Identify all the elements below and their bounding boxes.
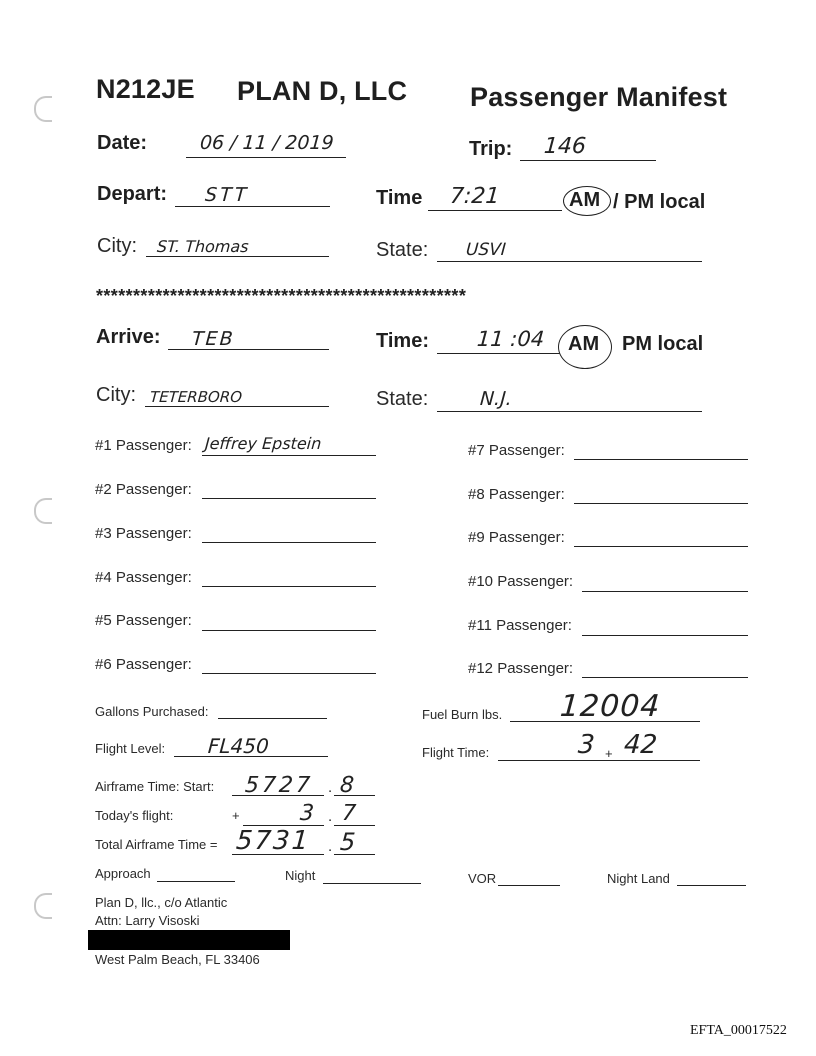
gallons-purchased-label: Gallons Purchased: [95, 704, 209, 719]
approach-underline [157, 881, 235, 882]
flight-level-label: Flight Level: [95, 741, 166, 756]
flight-time-minutes: 42 [622, 730, 659, 760]
arrive-city-underline [145, 406, 329, 407]
arrive-time-label: Time: [376, 330, 429, 352]
passenger-9-underline [574, 546, 748, 547]
redaction-bar [88, 930, 290, 950]
flight-time-label: Flight Time: [422, 745, 490, 760]
passenger-4-label: #4 Passenger: [95, 569, 192, 586]
airframe-start-dot: . [328, 779, 333, 796]
trip-label: Trip: [469, 138, 513, 160]
arrive-city-value: TETERBORO [149, 388, 243, 406]
address-line-1: Plan D, llc., c/o Atlantic [95, 895, 228, 910]
total-airframe-dot: . [328, 838, 333, 855]
depart-time-value: 7:21 [449, 184, 501, 209]
todays-flight-whole: 3 [299, 801, 315, 826]
passenger-6-underline [202, 673, 376, 674]
date-label: Date: [97, 132, 148, 154]
passenger-2-label: #2 Passenger: [95, 481, 192, 498]
form-title: Passenger Manifest [470, 82, 728, 112]
arrive-label: Arrive: [96, 326, 161, 348]
passenger-1-underline [202, 455, 376, 456]
todays-flight-dot: . [328, 808, 333, 825]
airframe-start-tenths: 8 [339, 773, 355, 798]
company-name: PLAN D, LLC [237, 76, 408, 106]
passenger-12-label: #12 Passenger: [468, 660, 574, 677]
passenger-1-value: Jeffrey Epstein [204, 434, 323, 453]
vor-label: VOR [468, 871, 497, 886]
passenger-3-underline [202, 542, 376, 543]
address-line-2: Attn: Larry Visoski [95, 913, 200, 928]
gallons-purchased-underline [218, 718, 327, 719]
asterisk-separator: ************************************************** [96, 286, 467, 306]
flight-time-hours: 3 [576, 730, 596, 760]
passenger-7-label: #7 Passenger: [468, 442, 565, 459]
total-airframe-label: Total Airframe Time = [95, 837, 218, 852]
passenger-10-underline [582, 591, 748, 592]
depart-state-label: State: [376, 239, 429, 261]
todays-flight-label: Today's flight: [95, 808, 174, 823]
approach-label: Approach [95, 866, 151, 881]
night-land-label: Night Land [607, 871, 670, 886]
passenger-8-underline [574, 503, 748, 504]
binder-hole-bottom [34, 893, 52, 919]
binder-hole-top [34, 96, 52, 122]
night-label: Night [285, 868, 316, 883]
arrive-ampm-suffix: PM local [622, 333, 704, 355]
airframe-start-label: Airframe Time: Start: [95, 779, 215, 794]
depart-ampm-suffix: / PM local [613, 191, 706, 213]
flight-level-value: FL450 [207, 734, 270, 758]
fuel-burn-label: Fuel Burn lbs. [422, 707, 503, 722]
depart-state-value: USVI [465, 240, 507, 260]
depart-label: Depart: [97, 183, 168, 205]
depart-value: STT [204, 184, 251, 206]
depart-city-underline [146, 256, 329, 257]
passenger-1-label: #1 Passenger: [95, 437, 192, 454]
depart-state-underline [437, 261, 702, 262]
fuel-burn-value: 12004 [558, 689, 662, 724]
arrive-value: TEB [191, 328, 236, 350]
passenger-5-underline [202, 630, 376, 631]
flight-time-underline [498, 760, 700, 761]
trip-underline [520, 160, 656, 161]
vor-underline [498, 885, 560, 886]
passenger-10-label: #10 Passenger: [468, 573, 574, 590]
night-land-underline [677, 885, 746, 886]
depart-am: AM [569, 189, 601, 211]
arrive-city-label: City: [96, 384, 136, 406]
depart-underline [175, 206, 330, 207]
date-underline [186, 157, 346, 158]
arrive-state-label: State: [376, 388, 429, 410]
arrive-am: AM [568, 333, 600, 355]
binder-hole-middle [34, 498, 52, 524]
passenger-9-label: #9 Passenger: [468, 529, 565, 546]
arrive-state-underline [437, 411, 702, 412]
arrive-time-value: 11 :04 [476, 327, 546, 351]
passenger-7-underline [574, 459, 748, 460]
airframe-start-whole: 5727 [244, 773, 314, 798]
passenger-3-label: #3 Passenger: [95, 525, 192, 542]
depart-city-label: City: [97, 235, 137, 257]
depart-city-value: ST. Thomas [156, 237, 250, 256]
todays-flight-plus: + [232, 808, 240, 823]
bates-number: EFTA_00017522 [690, 1023, 787, 1038]
total-airframe-tenths: 5 [339, 828, 357, 856]
arrive-state-value: N.J. [479, 388, 513, 410]
tail-number: N212JE [96, 74, 195, 104]
date-value: 06 / 11 / 2019 [199, 132, 335, 154]
passenger-11-label: #11 Passenger: [468, 617, 572, 634]
passenger-12-underline [582, 677, 748, 678]
depart-time-label: Time [376, 187, 423, 209]
passenger-5-label: #5 Passenger: [95, 612, 192, 629]
passenger-8-label: #8 Passenger: [468, 486, 565, 503]
address-line-4: West Palm Beach, FL 33406 [95, 952, 260, 967]
passenger-6-label: #6 Passenger: [95, 656, 192, 673]
passenger-11-underline [582, 635, 748, 636]
todays-flight-tenths: 7 [341, 801, 357, 826]
trip-value: 146 [543, 134, 587, 159]
passenger-2-underline [202, 498, 376, 499]
arrive-time-underline [437, 353, 560, 354]
passenger-4-underline [202, 586, 376, 587]
total-airframe-whole: 5731 [234, 826, 312, 856]
depart-time-underline [428, 210, 562, 211]
night-underline [323, 883, 421, 884]
flight-time-separator: + [605, 746, 613, 761]
